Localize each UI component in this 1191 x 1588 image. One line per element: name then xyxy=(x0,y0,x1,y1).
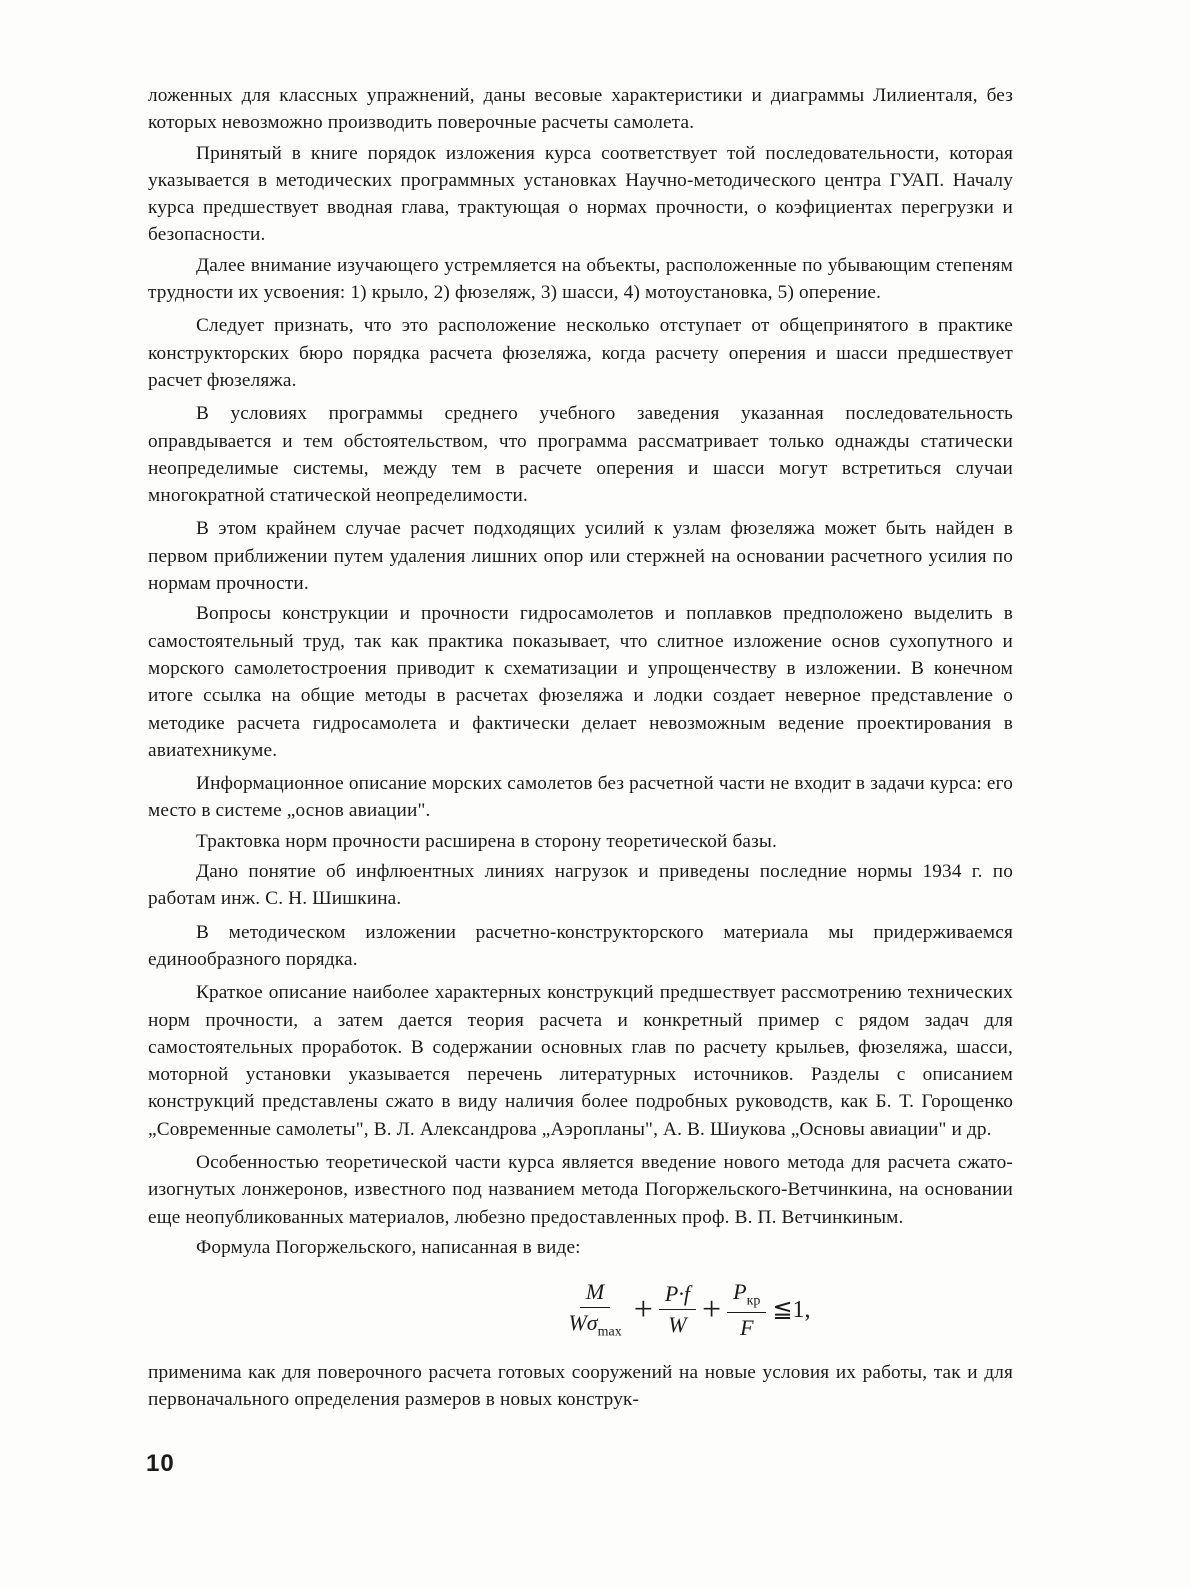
paragraph-12: Краткое описание наиболее характерных конструкций предшествует рассмотрению технических норм прочности, а затем дается теория расчета и конкретный пример с рядом задач для самостоятельных проработок. В содержании основных глав по расчету крыльев, фюзеляжа, шасси, моторной установки указывается перечень литературных источников. Разделы с описанием конструкций представлены сжато в виду наличия более подробных руководств, как Б. Т. Горощенко „Современные самолеты", В. Л. Александрова „Аэропланы", А. В. Шиукова „Основы авиации" и др. xyxy=(148,982,1013,1140)
paragraph-13: Особенностью теоретической части курса является введение нового метода для расчета сжато-изогнутых лонжеронов, известного под названием метода Погоржельского-Ветчинкина, на основании еще неопубликованных материалов, любезно предоставленных проф. В. П. Ветчинкиным. xyxy=(148,1151,1013,1228)
paragraph-2: Принятый в книге порядок изложения курса соответствует той последовательности, которая указывается в методических программных установках Научно-методического центра ГУАП. Началу курса предшествует вводная глава, трактующая о нормах прочности, о коэфициентах перегрузки и безопасности. xyxy=(148,142,1013,246)
paragraph-after-formula: применима как для поверочного расчета готовых сооружений на новые условия их работы, так и для первоначального определения размеров в новых конструк- xyxy=(148,1361,1013,1410)
paragraph-6: В этом крайнем случае расчет подходящих усилий к узлам фюзеляжа может быть найден в первом приближении путем удаления лишних опор или стержней на основании расчетного усилия по нормам прочности. xyxy=(148,518,1013,595)
paragraph-11: В методическом изложении расчетно-конструкторского материала мы придерживаемся единообразного порядка. xyxy=(148,921,1013,970)
paragraph-14: Формула Погоржельского, написанная в виде: xyxy=(196,1236,581,1258)
paragraph-4: Следует признать, что это расположение несколько отступает от общепринятого в практике конструкторских бюро порядка расчета фюзеляжа, когда расчету оперения и шасси предшествует расчет фюзеляжа. xyxy=(148,315,1013,391)
formula-inequality: ≦1, xyxy=(772,1297,811,1324)
plus-sign-2: + xyxy=(701,1290,722,1328)
paragraph-9: Трактовка норм прочности расширена в сторону теоретической базы. xyxy=(196,830,777,852)
paragraph-1: ложенных для классных упражнений, даны весовые характеристики и диаграммы Лилиенталя, без которых невозможно производить поверочные расчеты самолета. xyxy=(148,85,1013,134)
paragraph-5: В условиях программы среднего учебного заведения указанная последовательность оправдывается и тем обстоятельством, что программа рассматривает только однажды статически неопределимые системы, между тем в расчете оперения и шасси могут встретиться случаи многократной статической неопределимости. xyxy=(148,403,1013,507)
formula-term-2: $\frac{P\cdot f}{W}$ xyxy=(659,1281,696,1338)
pogorzhelsky-formula xyxy=(358,1279,1013,1340)
paragraph-8: Информационное описание морских самолетов без расчетной части не входит в задачи курса: его место в системе „основ авиации". xyxy=(148,773,1013,822)
paragraph-10: Дано понятие об инфлюентных линиях нагрузок и приведены последние нормы 1934 г. по работам инж. С. Н. Шишкина. xyxy=(148,861,1013,910)
formula-term-3: $\frac{P_{кр}}{F}$ xyxy=(727,1279,766,1340)
page-number: 10 xyxy=(146,1450,175,1477)
paragraph-3: Далее внимание изучающего устремляется на объекты, расположенные по убывающим степеням трудности их усвоения: 1) крыло, 2) фюзеляж, 3) шасси, 4) мотоустановка, 5) оперение. xyxy=(148,254,1013,304)
plus-sign-1: + xyxy=(633,1290,653,1328)
formula-term-1: $\frac{M}{W\sigma_{max}}$ xyxy=(568,1279,622,1340)
paragraph-7: Вопросы конструкции и прочности гидросамолетов и поплавков предположено выделить в самостоятельный труд, так как практика показывает, что слитное изложение основ сухопутного и морского самолетостроения приводит к схематизации и упрощенчеству в изложении. В конечном итоге ссылка на общие методы в расчетах фюзеляжа и лодки создает неверное представление о методике расчета гидросамолета и фактически делает невозможным ведение проектирования в авиатехникуме. xyxy=(148,603,1013,761)
